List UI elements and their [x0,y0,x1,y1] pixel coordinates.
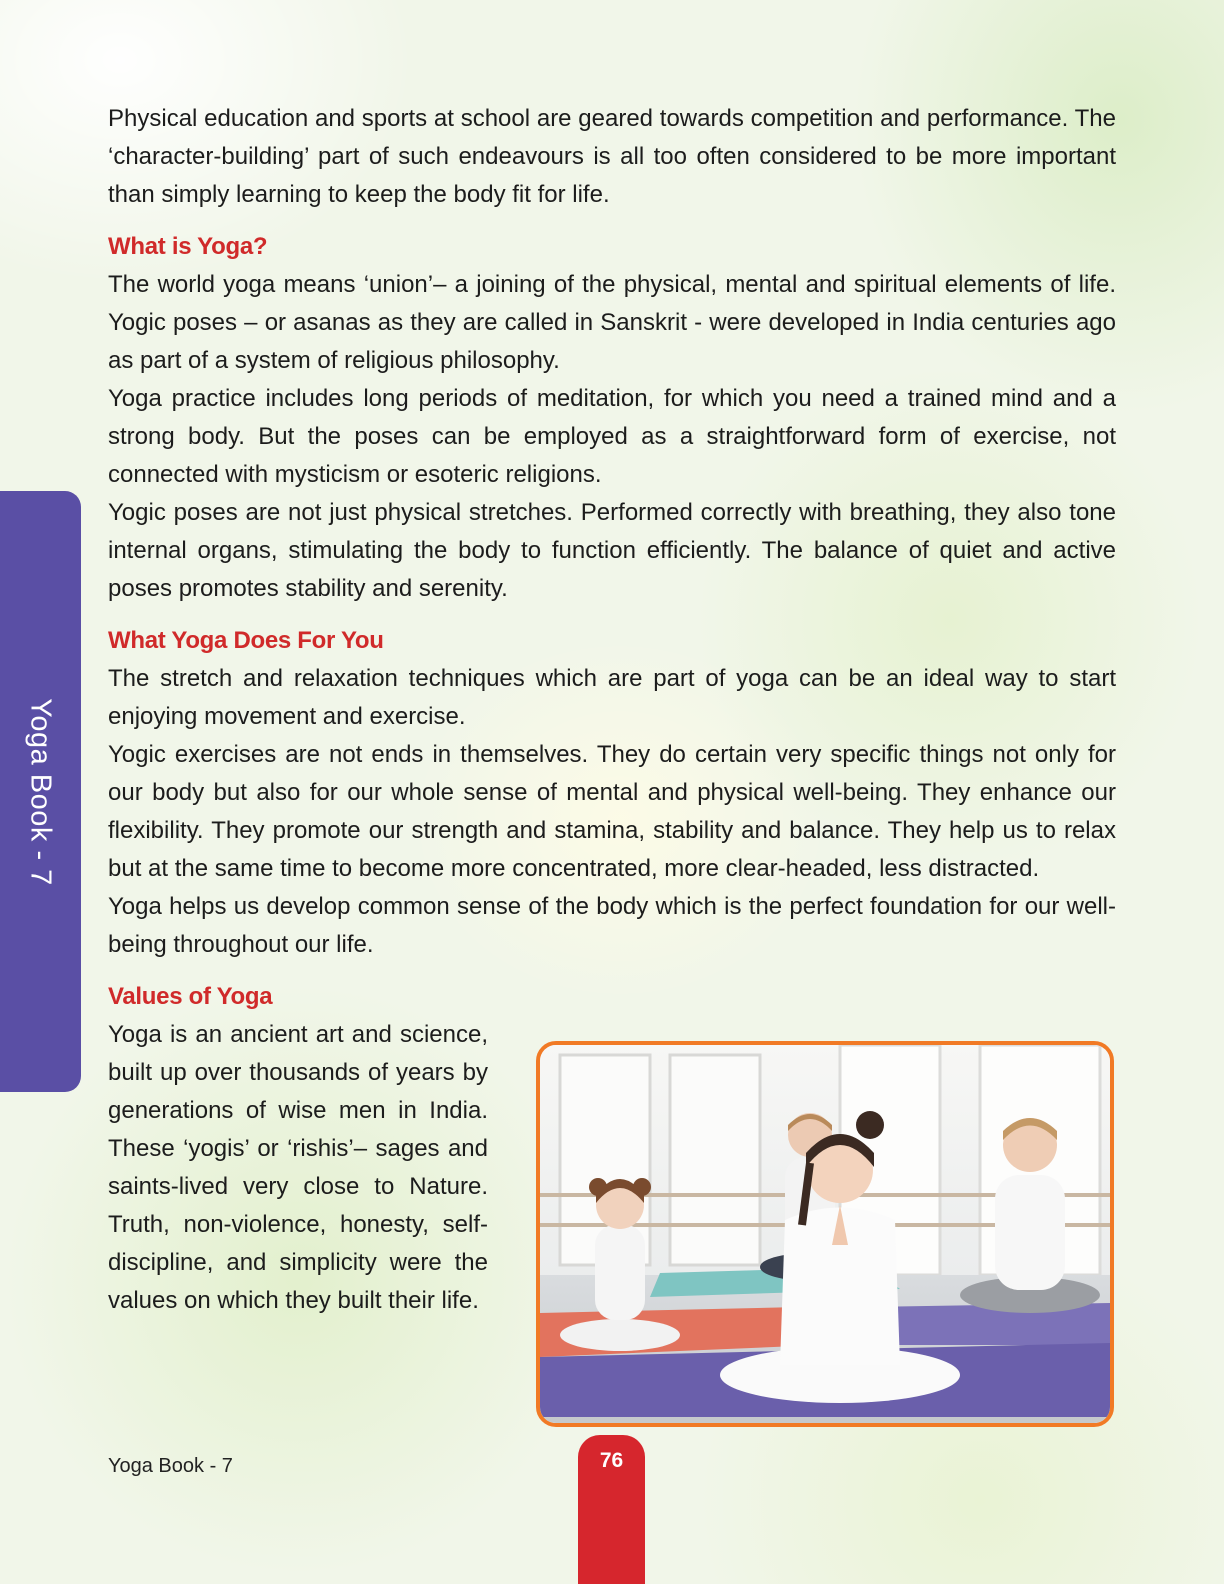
paragraph: Yoga helps us develop common sense of the body which is the perfect foundation for our well-being throughout our life. [108,893,1116,958]
footer-book-title: Yoga Book - 7 [108,1455,233,1477]
paragraph: The stretch and relaxation techniques which are part of yoga can be an ideal way to start enjoying movement and exercise. [108,665,1116,730]
photo-illustration [540,1045,1110,1423]
heading-what-yoga-does: What Yoga Does For You [108,627,384,654]
children-meditating-photo [536,1041,1114,1427]
heading-what-is-yoga: What is Yoga? [108,233,268,260]
paragraph: Yogic poses are not just physical stretches. Performed correctly with breathing, they also tone internal organs, stimulating the body to function efficiently. The balance of quiet and active poses promotes stability and serenity. [108,499,1116,602]
side-tab-label: Yoga Book - 7 [24,698,57,886]
page-number-tab [578,1435,645,1584]
intro-paragraph: Physical education and sports at school are geared towards competition and performance. The ‘character-building’ part of such endeavours is all too often considered to be more important than simply learning to keep the body fit for life. [108,105,1116,208]
values-paragraph: Yoga is an ancient art and science, built up over thousands of years by generations of wise men in India. These ‘yogis’ or ‘rishis’– sages and saints-lived very close to Nature. Truth, non-violence, honesty, self-discipline, and simplicity were the values on which they built their life. [108,1021,488,1314]
paragraph: Yogic exercises are not ends in themselves. They do certain very specific things not only for our body but also for our whole sense of mental and physical well-being. They enhance our flexibility. They promote our strength and stamina, stability and balance. They help us to relax but at the same time to become more concentrated, more clear-headed, less distracted. [108,741,1116,882]
paragraph: Yoga practice includes long periods of meditation, for which you need a trained mind and a strong body. But the poses can be employed as a straightforward form of exercise, not connected with mysticism or esoteric religions. [108,385,1116,488]
heading-values-of-yoga: Values of Yoga [108,983,273,1010]
page-number: 76 [599,1449,624,1472]
paragraph: The world yoga means ‘union’– a joining of the physical, mental and spiritual elements of life. Yogic poses – or asanas as they are called in Sanskrit - were developed in India centuries ago as part of a system of religious philosophy. [108,271,1116,374]
